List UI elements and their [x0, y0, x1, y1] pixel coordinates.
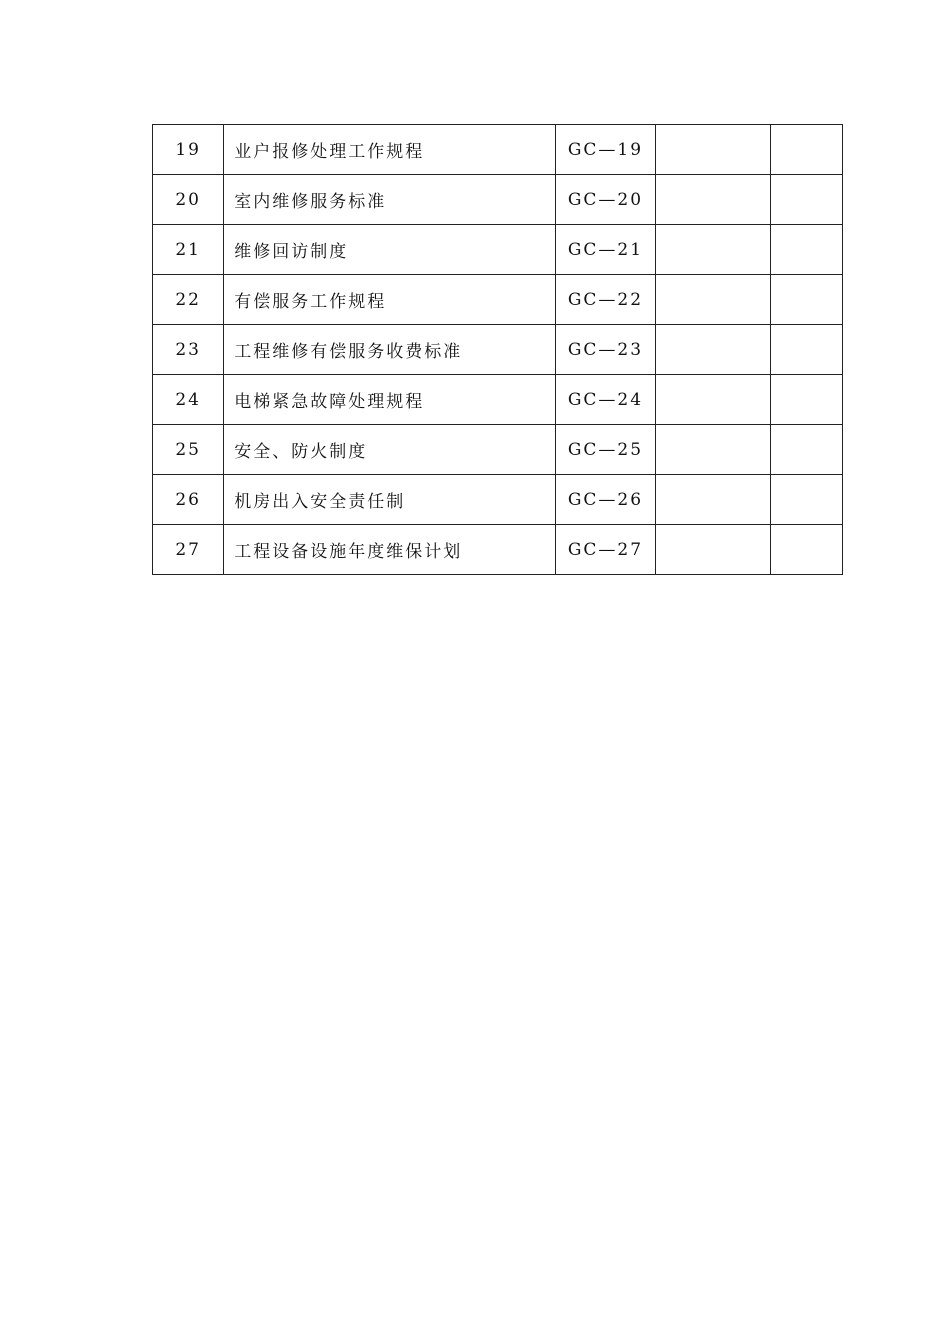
empty-cell — [656, 225, 770, 275]
document-code: GC—27 — [555, 525, 655, 575]
empty-cell — [770, 525, 842, 575]
document-code: GC—22 — [555, 275, 655, 325]
document-code: GC—26 — [555, 475, 655, 525]
document-name: 维修回访制度 — [224, 225, 555, 275]
table-row — [153, 425, 843, 475]
document-name: 有偿服务工作规程 — [224, 275, 555, 325]
table-row — [153, 125, 843, 175]
empty-cell — [770, 425, 842, 475]
document-name: 业户报修处理工作规程 — [224, 125, 555, 175]
document-name: 机房出入安全责任制 — [224, 475, 555, 525]
row-number: 23 — [153, 325, 224, 375]
document-name: 安全、防火制度 — [224, 425, 555, 475]
row-number: 27 — [153, 525, 224, 575]
empty-cell — [770, 475, 842, 525]
empty-cell — [656, 375, 770, 425]
row-number: 21 — [153, 225, 224, 275]
empty-cell — [656, 475, 770, 525]
empty-cell — [656, 125, 770, 175]
table-row — [153, 275, 843, 325]
table-row — [153, 375, 843, 425]
document-code: GC—23 — [555, 325, 655, 375]
empty-cell — [656, 525, 770, 575]
table-body — [153, 125, 843, 575]
document-code: GC—19 — [555, 125, 655, 175]
table-row — [153, 525, 843, 575]
document-name: 室内维修服务标准 — [224, 175, 555, 225]
document-name: 工程设备设施年度维保计划 — [224, 525, 555, 575]
table-row — [153, 325, 843, 375]
table-row — [153, 475, 843, 525]
empty-cell — [770, 225, 842, 275]
row-number: 22 — [153, 275, 224, 325]
empty-cell — [770, 275, 842, 325]
empty-cell — [770, 375, 842, 425]
document-code: GC—20 — [555, 175, 655, 225]
empty-cell — [656, 325, 770, 375]
row-number: 20 — [153, 175, 224, 225]
row-number: 24 — [153, 375, 224, 425]
empty-cell — [770, 125, 842, 175]
document-code: GC—21 — [555, 225, 655, 275]
row-number: 25 — [153, 425, 224, 475]
empty-cell — [770, 175, 842, 225]
document-name: 工程维修有偿服务收费标准 — [224, 325, 555, 375]
table-row — [153, 175, 843, 225]
row-number: 19 — [153, 125, 224, 175]
document-name: 电梯紧急故障处理规程 — [224, 375, 555, 425]
empty-cell — [770, 325, 842, 375]
empty-cell — [656, 175, 770, 225]
empty-cell — [656, 275, 770, 325]
document-code: GC—24 — [555, 375, 655, 425]
document-code: GC—25 — [555, 425, 655, 475]
row-number: 26 — [153, 475, 224, 525]
empty-cell — [656, 425, 770, 475]
table-row — [153, 225, 843, 275]
document-table — [152, 124, 843, 575]
